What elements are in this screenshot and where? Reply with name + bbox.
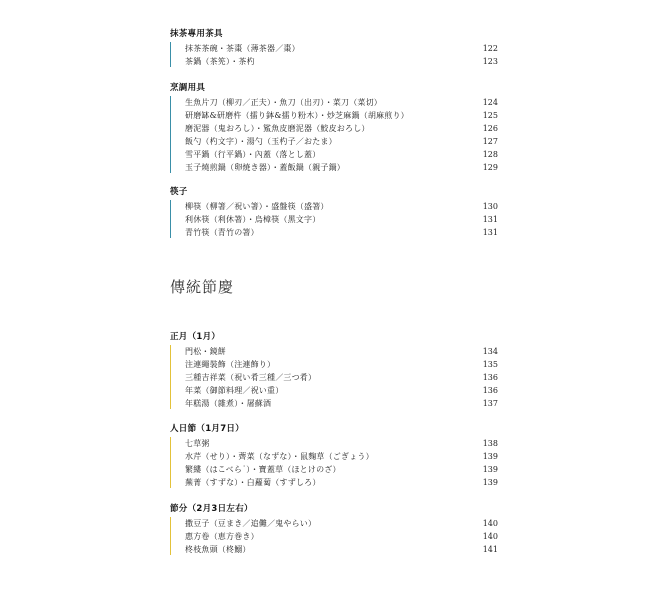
entry-text: 玉子燒煎鍋（卵焼き器）・蓋飯鍋（親子鍋） [185,163,345,172]
entry-text: 水芹（せり）・薺菜（なずな）・鼠麴草（ごぎょう） [185,452,374,461]
toc-entry[interactable] [170,476,500,489]
toc-entry[interactable] [170,437,500,450]
toc-entry[interactable] [170,463,500,476]
toc-entry[interactable] [170,345,500,358]
toc-entry[interactable] [170,543,500,556]
toc-entry[interactable] [170,450,500,463]
toc-entry[interactable] [170,384,500,397]
toc-entry[interactable] [170,135,500,148]
entry-list [170,42,500,68]
entry-page: 131 [482,228,498,237]
toc-entry[interactable] [170,148,500,161]
entry-text: 生魚片刀（柳刃／正夫）・魚刀（出刃）・菜刀（菜切） [185,98,382,107]
entry-page: 136 [482,373,498,382]
toc-entry[interactable] [170,122,500,135]
entry-text: 雪平鍋（行平鍋）・內蓋（落とし蓋） [185,150,321,159]
entry-page: 122 [482,44,498,53]
toc-entry[interactable] [170,109,500,122]
entry-text: 研磨缽&研磨杵（擂り鉢&擂り粉木）・炒芝麻鍋（胡麻煎り） [185,111,409,120]
toc-section-matcha-tools [170,28,500,68]
section-title: 節分（2月3日左右） [170,504,253,514]
toc-section-cooking-tools [170,82,500,174]
entry-text: 七草粥 [185,439,210,448]
entry-text: 年菜（御節料理／祝い重） [185,386,284,395]
entry-text: 青竹筷（青竹の箸） [185,228,259,237]
chapter-title: 傳統節慶 [170,278,235,296]
entry-page: 136 [482,386,498,395]
entry-list [170,345,500,410]
toc-entry[interactable] [170,371,500,384]
entry-text: 蕪菁（すずな）・白蘿蔔（すずしろ） [185,478,321,487]
section-title: 正月（1月） [170,332,221,342]
entry-page: 140 [482,519,498,528]
entry-page: 139 [482,465,498,474]
entry-text: 注連繩裝飾（注連飾り） [185,360,276,369]
entry-text: 撒豆子（豆まき／追儺／鬼やらい） [185,519,317,528]
toc-entry[interactable] [170,397,500,410]
entry-text: 惠方卷（恵方巻き） [185,532,259,541]
toc-entry[interactable] [170,96,500,109]
entry-text: 利休筷（利休箸）・烏樟筷（黑文字） [185,215,321,224]
toc-section-new-year [170,331,500,410]
entry-page: 134 [482,347,498,356]
entry-list [170,437,500,489]
section-title: 筷子 [170,187,188,197]
toc-entry[interactable] [170,213,500,226]
entry-page: 130 [482,202,498,211]
toc-entry[interactable] [170,55,500,68]
entry-text: 飯勺（杓文字）・湯勺（玉杓子／おたま） [185,137,337,146]
entry-text: 茶鍋（茶筅）・茶杓 [185,57,255,66]
toc-entry[interactable] [170,226,500,239]
entry-page: 139 [482,478,498,487]
section-title: 人日節（1月7日） [170,424,245,434]
entry-text: 磨泥器（鬼おろし）・鯊魚皮磨泥器（鮫皮おろし） [185,124,370,133]
entry-text: 抹茶茶碗・茶棗（薄茶器／棗） [185,44,300,53]
entry-list [170,517,500,556]
toc-entry[interactable] [170,200,500,213]
entry-page: 140 [482,532,498,541]
entry-page: 125 [482,111,498,120]
entry-page: 124 [482,98,498,107]
toc-entry[interactable] [170,530,500,543]
entry-page: 126 [482,124,498,133]
entry-text: 柳筷（柳箸／祝い箸）・盛盤筷（盛箸） [185,202,329,211]
toc-section-renjitsu [170,423,500,489]
section-title: 抹茶專用茶具 [170,29,223,39]
entry-page: 138 [482,439,498,448]
toc-section-setsubun [170,503,500,556]
entry-page: 135 [482,360,498,369]
toc-entry[interactable] [170,358,500,371]
entry-page: 137 [482,399,498,408]
toc-entry[interactable] [170,517,500,530]
entry-list [170,200,500,239]
entry-page: 131 [482,215,498,224]
toc-section-chopsticks [170,186,500,239]
section-title: 烹調用具 [170,83,206,93]
entry-page: 129 [482,163,498,172]
entry-text: 門松・鏡餅 [185,347,226,356]
toc-entry[interactable] [170,42,500,55]
entry-text: 柊枝魚頭（柊鰯） [185,545,251,554]
entry-page: 141 [482,545,498,554]
entry-text: 三種吉祥菜（祝い肴三種／三つ肴） [185,373,317,382]
entry-page: 123 [482,57,498,66]
entry-page: 128 [482,150,498,159]
entry-text: 繁縷（はこべら˙）・寶蓋草（ほとけのざ） [185,465,341,474]
entry-page: 139 [482,452,498,461]
toc-entry[interactable] [170,161,500,174]
entry-text: 年糕湯（雜煮）・屠蘇酒 [185,399,272,408]
entry-list [170,96,500,174]
entry-page: 127 [482,137,498,146]
